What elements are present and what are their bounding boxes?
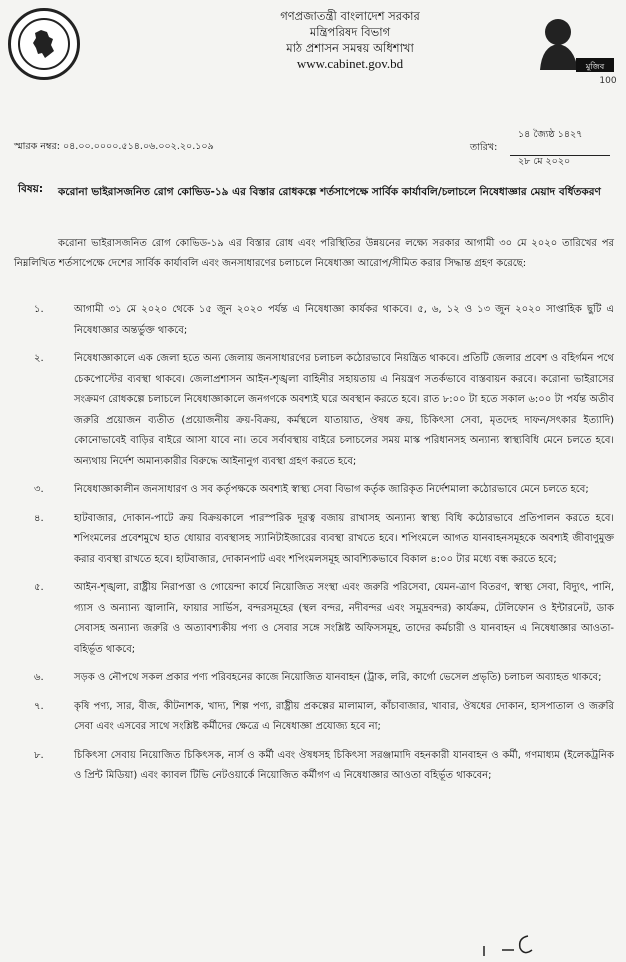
letterhead-url: www.cabinet.gov.bd <box>296 56 404 71</box>
svg-text:100: 100 <box>599 76 617 86</box>
item-number: ২. <box>34 353 44 364</box>
directive-item <box>0 349 626 472</box>
memo-number: স্মারক নম্বর: ০৪.০০.০০০০.৫১৪.০৬.০০২.২০.১০৯ <box>14 141 214 152</box>
directive-item <box>0 300 626 341</box>
seal-inner-ring <box>18 18 70 70</box>
letterhead-line1: গণপ্রজাতন্ত্রী বাংলাদেশ সরকার <box>280 9 420 23</box>
subject-text: করোনা ভাইরাসজনিত রোগ কোভিড-১৯ এর বিস্তার রোধকল্পে শর্তসাপেক্ষে সার্বিক কার্যাবলি/চলাচলে নিষেধাজ্ঞার মেয়াদ বর্ধিতকরণ <box>58 186 601 198</box>
intro-paragraph: করোনা ভাইরাসজনিত রোগ কোভিড-১৯ এর বিস্তার রোধ এবং পরিস্থিতির উন্নয়নের লক্ষ্যে সরকার আগামী ৩০ মে ২০২০ তারিখের পর নিম্নলিখিত শর্তসাপেক্ষে দেশের সার্বিক কার্যাবলি এবং জনসাধারণের চলাচলে নিষেধাজ্ঞা আরোপ/সীমিত করার সিদ্ধান্ত গ্রহণ করেছে: <box>14 238 614 269</box>
item-number: ১. <box>34 304 44 315</box>
date-bangla: ১৪ জ্যৈষ্ঠ ১৪২৭ <box>518 129 583 140</box>
item-number: ৬. <box>34 672 44 683</box>
item-number: ৮. <box>34 749 44 761</box>
directive-item <box>0 746 626 787</box>
item-number: ৪. <box>34 512 44 524</box>
directive-item <box>0 697 626 738</box>
letterhead-line3: মাঠ প্রশাসন সমন্বয় অধিশাখা <box>286 41 414 55</box>
item-text: সড়ক ও নৌপথে সকল প্রকার পণ্য পরিবহনের কাজে নিয়োজিত যানবাহন (ট্রাক, লরি, কার্গো ভেসেল প্রভৃতি) চলাচল অব্যাহত থাকবে; <box>74 672 602 683</box>
mujib-borsho-logo <box>528 8 618 98</box>
date-label: তারিখ: <box>470 142 498 153</box>
signature-mark <box>470 928 550 958</box>
directive-item <box>0 668 626 689</box>
letterhead <box>180 8 520 72</box>
government-seal <box>8 8 80 80</box>
bangladesh-map-icon <box>27 27 61 61</box>
item-text: নিষেধাজ্ঞাকালে এক জেলা হতে অন্য জেলায় জনসাধারণের চলাচল কঠোরভাবে নিয়ন্ত্রিত থাকবে। প্রতিটি জেলার প্রবেশ ও বহির্গমন পথে চেকপোস্টের ব্যবস্থা থাকবে। জেলাপ্রশাসন আইন-শৃঙ্খলা বাহিনীর সহায়তায় এ নিয়ন্ত্রণ সতর্কভাবে বাস্তবায়ন করবে। করোনা ভাইরাসের সংক্রমণ রোধকল্পে চলাচলে নিষেধাজ্ঞাকালে জনগণকে অবশ্যই ঘরে অবস্থান করতে হবে। রাত ৮:০০ টা হতে সকাল ৬:০০ টা পর্যন্ত অতীব জরুরি প্রয়োজন ব্যতীত (প্রয়োজনীয় ক্রয়-বিক্রয়, কর্মস্থলে যাতায়াত, ঔষধ ক্রয়, চিকিৎসা সেবা, মৃতদেহ দাফন/সৎকার ইত্যাদি) কোনোভাবেই বাড়ির বাইরে আসা যাবে না। তবে সর্বাবস্থায় বাইরে চলাচলের সময় মাস্ক পরিধানসহ অন্যান্য স্বাস্থ্যবিধি মেনে চলতে হবে। অন্যথায় নির্দেশ অমান্যকারীর বিরুদ্ধে আইনানুগ ব্যবস্থা গ্রহণ করতে হবে; <box>74 353 614 467</box>
directive-item <box>0 509 626 571</box>
directive-list <box>0 300 626 795</box>
item-number: ৩. <box>34 484 44 495</box>
directive-item <box>0 480 626 501</box>
letterhead-line2: মন্ত্রিপরিষদ বিভাগ <box>309 25 391 39</box>
item-text: কৃষি পণ্য, সার, বীজ, কীটনাশক, খাদ্য, শিল্প পণ্য, রাষ্ট্রীয় প্রকল্পের মালামাল, কাঁচাবাজার, খাবার, ঔষধের দোকান, হাসপাতাল ও জরুরি সেবা এবং এসবের সাথে সংশ্লিষ্ট কর্মীদের ক্ষেত্রে এ নিষেধাজ্ঞা প্রযোজ্য হবে না; <box>74 700 614 732</box>
item-number: ৫. <box>34 582 44 593</box>
subject-label: বিষয়: <box>18 183 44 195</box>
item-text: আগামী ৩১ মে ২০২০ থেকে ১৫ জুন ২০২০ পর্যন্ত এ নিষেধাজ্ঞা কার্যকর থাকবে। ৫, ৬, ১২ ও ১৩ জুন ২০২০ সাপ্তাহিক ছুটি এ নিষেধাজ্ঞার অন্তর্ভুক্ত থাকবে; <box>74 304 614 336</box>
item-text: আইন-শৃঙ্খলা, রাষ্ট্রীয় নিরাপত্তা ও গোয়েন্দা কার্যে নিয়োজিত সংস্থা এবং জরুরি পরিসেবা, যেমন-ত্রাণ বিতরণ, স্বাস্থ্য সেবা, বিদ্যুৎ, পানি, গ্যাস ও অন্যান্য জ্বালানি, ফায়ার সার্ভিস, বন্দরসমূহের (স্থল বন্দর, নদীবন্দর এবং সমুদ্রবন্দর) কার্যক্রম, টেলিফোন ও ইন্টারনেট, ডাক সেবাসহ অন্যান্য জরুরি ও অত্যাবশ্যকীয় পণ্য ও সেবার সঙ্গে সংশ্লিষ্ট অফিসসমূহ, তাদের কর্মচারী ও যানবাহন এ নিষেধাজ্ঞার আওতা-বহির্ভূত থাকবে; <box>74 582 614 655</box>
item-text: চিকিৎসা সেবায় নিয়োজিত চিকিৎসক, নার্স ও কর্মী এবং ঔষধসহ চিকিৎসা সরঞ্জামাদি বহনকারী যানবাহন ও কর্মী, গণমাধ্যম (ইলেকট্রনিক ও প্রিন্ট মিডিয়া) এবং ক্যাবল টিভি নেটওয়ার্কে নিয়োজিত কর্মীগণ এ নিষেধাজ্ঞার আওতা বহির্ভূত থাকবেন; <box>74 749 614 781</box>
svg-text:মুজিব: মুজিব <box>585 62 605 71</box>
item-text: হাটবাজার, দোকান-পাটে ক্রয় বিক্রয়কালে পারস্পরিক দূরত্ব বজায় রাখাসহ অন্যান্য স্বাস্থ্য বিধি কঠোরভাবে প্রতিপালন করতে হবে। শপিংমলের প্রবেশমুখে হাত ধোয়ার ব্যবস্থাসহ স্যানিটাইজারের ব্যবস্থা রাখতে হবে। শপিংমলে আগত যানবাহনসমূহকে অবশ্যই জীবাণুমুক্ত করার ব্যবস্থা রাখতে হবে। হাটবাজার, দোকানপাট এবং শপিংমলসমূহ আবশ্যিকভাবে বিকাল ৪:০০ টার মধ্যে বন্ধ করতে হবে; <box>74 512 614 565</box>
item-text: নিষেধাজ্ঞাকালীন জনসাধারণ ও সব কর্তৃপক্ষকে অবশ্যই স্বাস্থ্য সেবা বিভাগ কর্তৃক জারিকৃত নির্দেশমালা কঠোরভাবে মেনে চলতে হবে; <box>74 484 589 495</box>
item-number: ৭. <box>34 700 44 712</box>
date-english: ২৮ মে ২০২০ <box>518 156 571 167</box>
directive-item <box>0 578 626 660</box>
